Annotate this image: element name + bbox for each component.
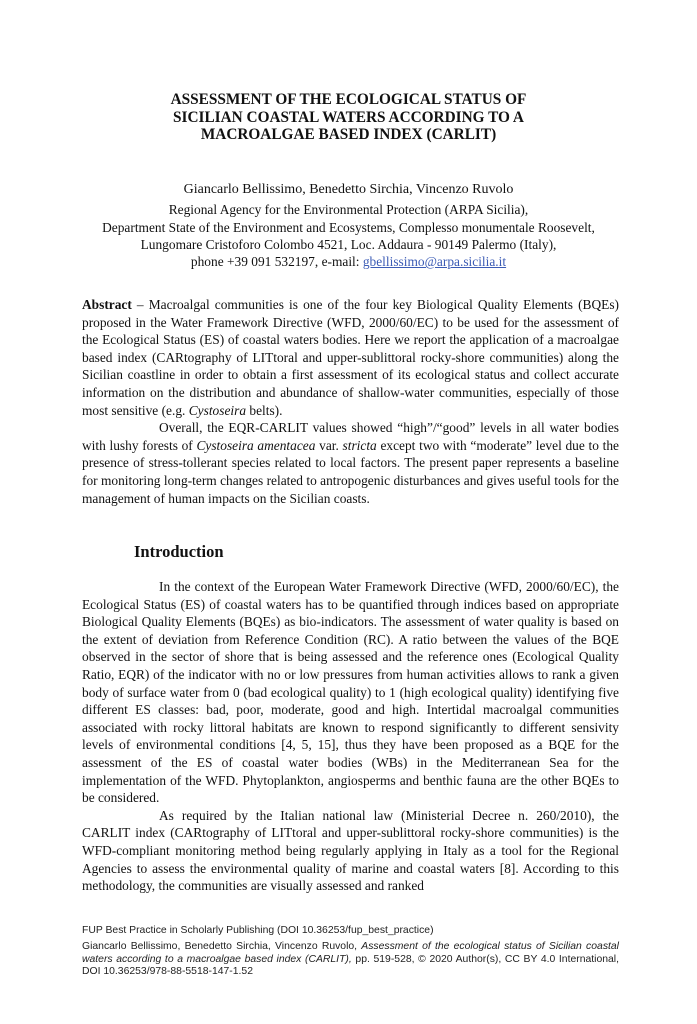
affiliation-line: Regional Agency for the Environmental Protection (ARPA Sicilia), <box>168 202 529 218</box>
text: except two with “moderate” level due to the presence of stress-tollerant species related to local factors. The present paper represents a baseline for monitoring long-term changes related to antropogenic disturbances and gives useful tools for the management of human impacts on the Sicilian coasts. <box>82 437 619 506</box>
paper-title <box>60 91 637 144</box>
text: belts). <box>246 402 283 418</box>
contact-line <box>60 253 637 270</box>
introduction-body <box>82 578 619 895</box>
italic-text: Assessment of the ecological status of Sicilian coastal waters according to a macroalgae based index (CARLIT), <box>82 941 619 965</box>
contact-prefix: phone +39 091 532197, e-mail: <box>190 254 363 270</box>
body-paragraph: In the context of the European Water Framework Directive (WFD, 2000/60/EC), the Ecological Status (ES) of coastal waters has to be quantified through indices based on appropriate Biological Quality Elements (BQEs) as bio-indicators. The assessment of water quality is based on the extent of deviation from Reference Condition (RC). A ratio between the values of the BQE observed in the sector of shore that is being assessed and the reference ones (Ecological Quality Ratio, EQR) of the indicator with no or low pressures from human activities allows to rank a given body of surface water from 0 (bad ecological quality) to 1 (high ecological quality) identifying five different ES classes: bad, poor, moderate, good and high. Intertidal macroalgal communities associated with rocky littoral habitats are known to respond significantly to different sensivity levels of environmental conditions [4, 5, 15], thus they have been proposed as a BQE for the assessment of the ES of coastal water bodies (WBs) in the Mediterranean Sea for the implementation of the WFD. Phytoplankton, angiosperms and benthic fauna are the other BQEs to be considered. <box>82 579 619 806</box>
affiliation-line: Department State of the Environment and Ecosystems, Complesso monumentale Roosevelt, <box>102 219 595 235</box>
italic-text: stricta <box>342 437 377 453</box>
text: var. <box>315 437 343 453</box>
author-block <box>60 181 637 270</box>
text: Overall, the EQR-CARLIT values showed “high”/“good” levels in all water bodies with lushy forests of <box>82 420 619 453</box>
footer-citation <box>82 941 619 979</box>
title-line: SICILIAN COASTAL WATERS ACCORDING TO A <box>173 108 524 126</box>
abstract-paragraph <box>82 296 619 419</box>
section-heading: Introduction <box>134 542 224 561</box>
title-line: ASSESSMENT OF THE ECOLOGICAL STATUS OF <box>170 91 527 108</box>
affiliation-line: Lungomare Cristoforo Colombo 4521, Loc. Addaura - 90149 Palermo (Italy), <box>140 236 557 252</box>
text: – Macroalgal communities is one of the four key Biological Quality Elements (BQEs) proposed in the Water Framework Directive (WFD, 2000/60/EC) to be used for the assessment of the Ecological Status (ES) of coastal waters bodies. Here we report the application of a macroalgae based index (CARtography of LITtoral and upper-sublittoral rocky-shore communities) along the Sicilian coastline in order to obtain a first assessment of its ecological status and collect accurate information on the distribution and abundance of shallow-water communities, especially of those most sensitive (e.g. <box>82 297 619 418</box>
abstract-label: Abstract <box>82 297 132 312</box>
text: pp. 519-528, © 2020 Author(s), CC BY 4.0 International, DOI 10.36253/978-88-5518-147-1.52 <box>82 953 620 978</box>
email-link[interactable]: gbellissimo@arpa.sicilia.it <box>362 254 507 270</box>
text: Giancarlo Bellissimo, Benedetto Sirchia, Vincenzo Ruvolo, <box>82 941 362 952</box>
italic-text: Cystoseira <box>188 402 247 418</box>
author-names: Giancarlo Bellissimo, Benedetto Sirchia, Vincenzo Ruvolo <box>183 182 514 197</box>
abstract <box>82 296 619 507</box>
body-paragraph: As required by the Italian national law (Ministerial Decree n. 260/2010), the CARLIT index (CARtography of LITtoral and upper-sublittoral rocky-shore communities) is the WFD-compliant monitoring method being regularly applying in Italy as a tool for the Regional Agencies to assess the environmental quality of marine and coastal waters [8]. According to this methodology, the communities are visually assessed and ranked <box>82 807 619 894</box>
abstract-paragraph <box>82 419 619 507</box>
title-line: MACROALGAE BASED INDEX (CARLIT) <box>200 126 497 143</box>
italic-text: Cystoseira amentacea <box>196 437 316 453</box>
footer-series: FUP Best Practice in Scholarly Publishing (DOI 10.36253/fup_best_practice) <box>82 925 434 936</box>
